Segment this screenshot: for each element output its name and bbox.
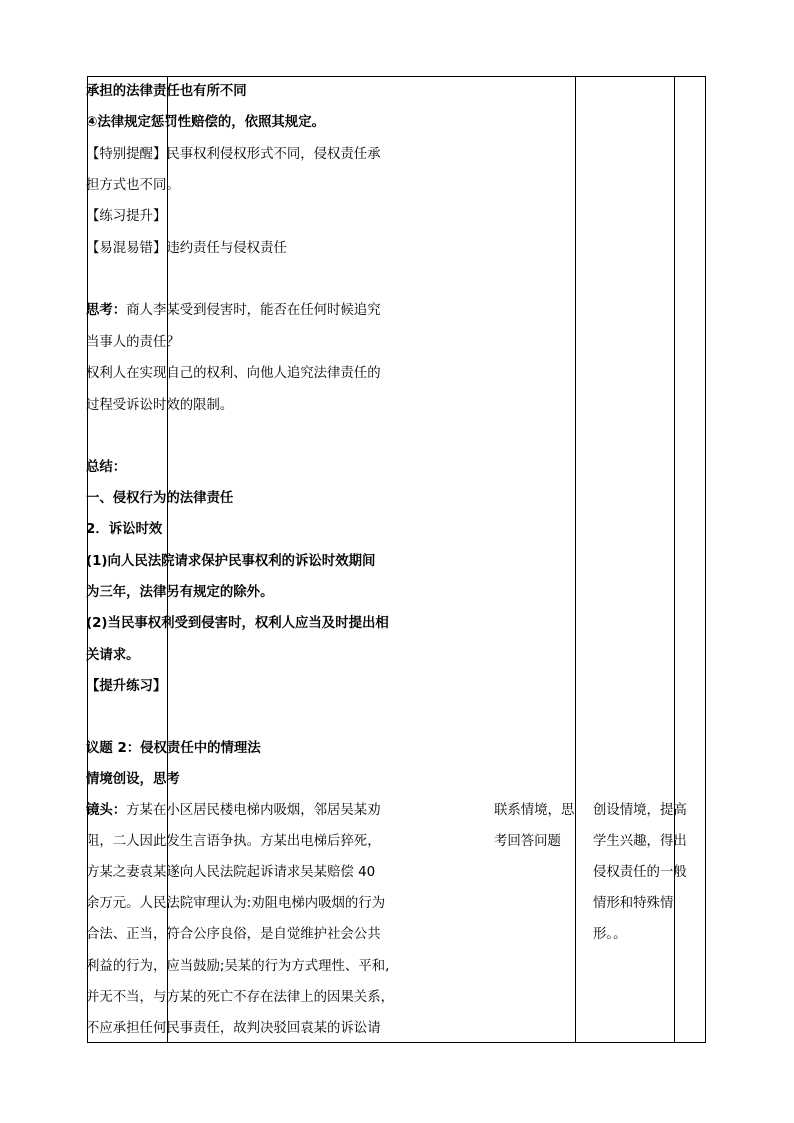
think-text: 商人李某受到侵害时，能否在任何时候追究 xyxy=(126,303,381,318)
text-line: (1)向人民法院请求保护民事权利的诉讼时效期间 xyxy=(86,554,376,569)
text-line: 为三年，法律另有规定的除外。 xyxy=(86,585,274,600)
text-line: 利益的行为，应当鼓励;吴某的行为方式理性、平和, xyxy=(86,959,390,974)
scene-text: 方某在小区居民楼电梯内吸烟，邻居吴某劝 xyxy=(126,803,381,818)
text-line: 【特别提醒】民事权利侵权形式不同，侵权责任承 xyxy=(86,147,381,162)
design-intent-line: 创设情境，提高 xyxy=(593,803,687,818)
scene-line xyxy=(86,801,381,821)
text-line: 【练习提升】 xyxy=(86,209,167,224)
text-line: 不应承担任何民事责任，故判决驳回袁某的诉讼请 xyxy=(86,1021,381,1036)
text-line: 【易混易错】违约责任与侵权责任 xyxy=(86,241,287,256)
text-line: 合法、正当，符合公序良俗，是自觉维护社会公共 xyxy=(86,927,381,942)
text-line: 余万元。人民法院审理认为:劝阻电梯内吸烟的行为 xyxy=(86,896,386,911)
design-intent-line: 侵权责任的一般 xyxy=(593,865,687,880)
text-line: ④法律规定惩罚性赔偿的，依照其规定。 xyxy=(86,115,325,130)
text-line: 并无不当，与方某的死亡不存在法律上的因果关系， xyxy=(86,990,394,1005)
think-line xyxy=(86,301,381,321)
design-intent-line: 学生兴趣，得出 xyxy=(593,834,687,849)
text-line: 方某之妻袁某遂向人民法院起诉请求吴某赔偿 40 xyxy=(86,865,376,880)
text-line: 当事人的责任？ xyxy=(86,335,180,350)
summary-heading: 总结： xyxy=(86,460,127,475)
student-activity-line: 考回答问题 xyxy=(494,834,561,849)
text-line: 关请求。 xyxy=(86,648,140,663)
student-activity-line: 联系情境，思 xyxy=(494,803,575,818)
text-line: 【提升练习】 xyxy=(86,679,167,694)
text-line: 情境创设，思考 xyxy=(86,772,180,787)
text-line: 承担的法律责任也有所不同 xyxy=(86,84,247,99)
text-line: 担方式也不同。 xyxy=(86,178,180,193)
text-line: 过程受诉讼时效的限制。 xyxy=(86,398,234,413)
scene-label: 镜头： xyxy=(86,803,127,818)
design-intent-line: 形。。 xyxy=(593,927,627,942)
text-line: 阻，二人因此发生言语争执。方某出电梯后猝死， xyxy=(86,834,381,849)
column-design-intent xyxy=(675,77,706,1042)
text-line: (2)当民事权利受到侵害时，权利人应当及时提出相 xyxy=(86,616,389,631)
topic-heading: 议题 2：侵权责任中的情理法 xyxy=(86,741,261,756)
text-line: 2．诉讼时效 xyxy=(86,522,163,537)
design-intent-line: 情形和特殊情 xyxy=(593,896,674,911)
text-line: 权利人在实现自己的权利、向他人追究法律责任的 xyxy=(86,366,381,381)
think-label: 思考： xyxy=(86,303,127,318)
text-line: 一、侵权行为的法律责任 xyxy=(86,491,234,506)
